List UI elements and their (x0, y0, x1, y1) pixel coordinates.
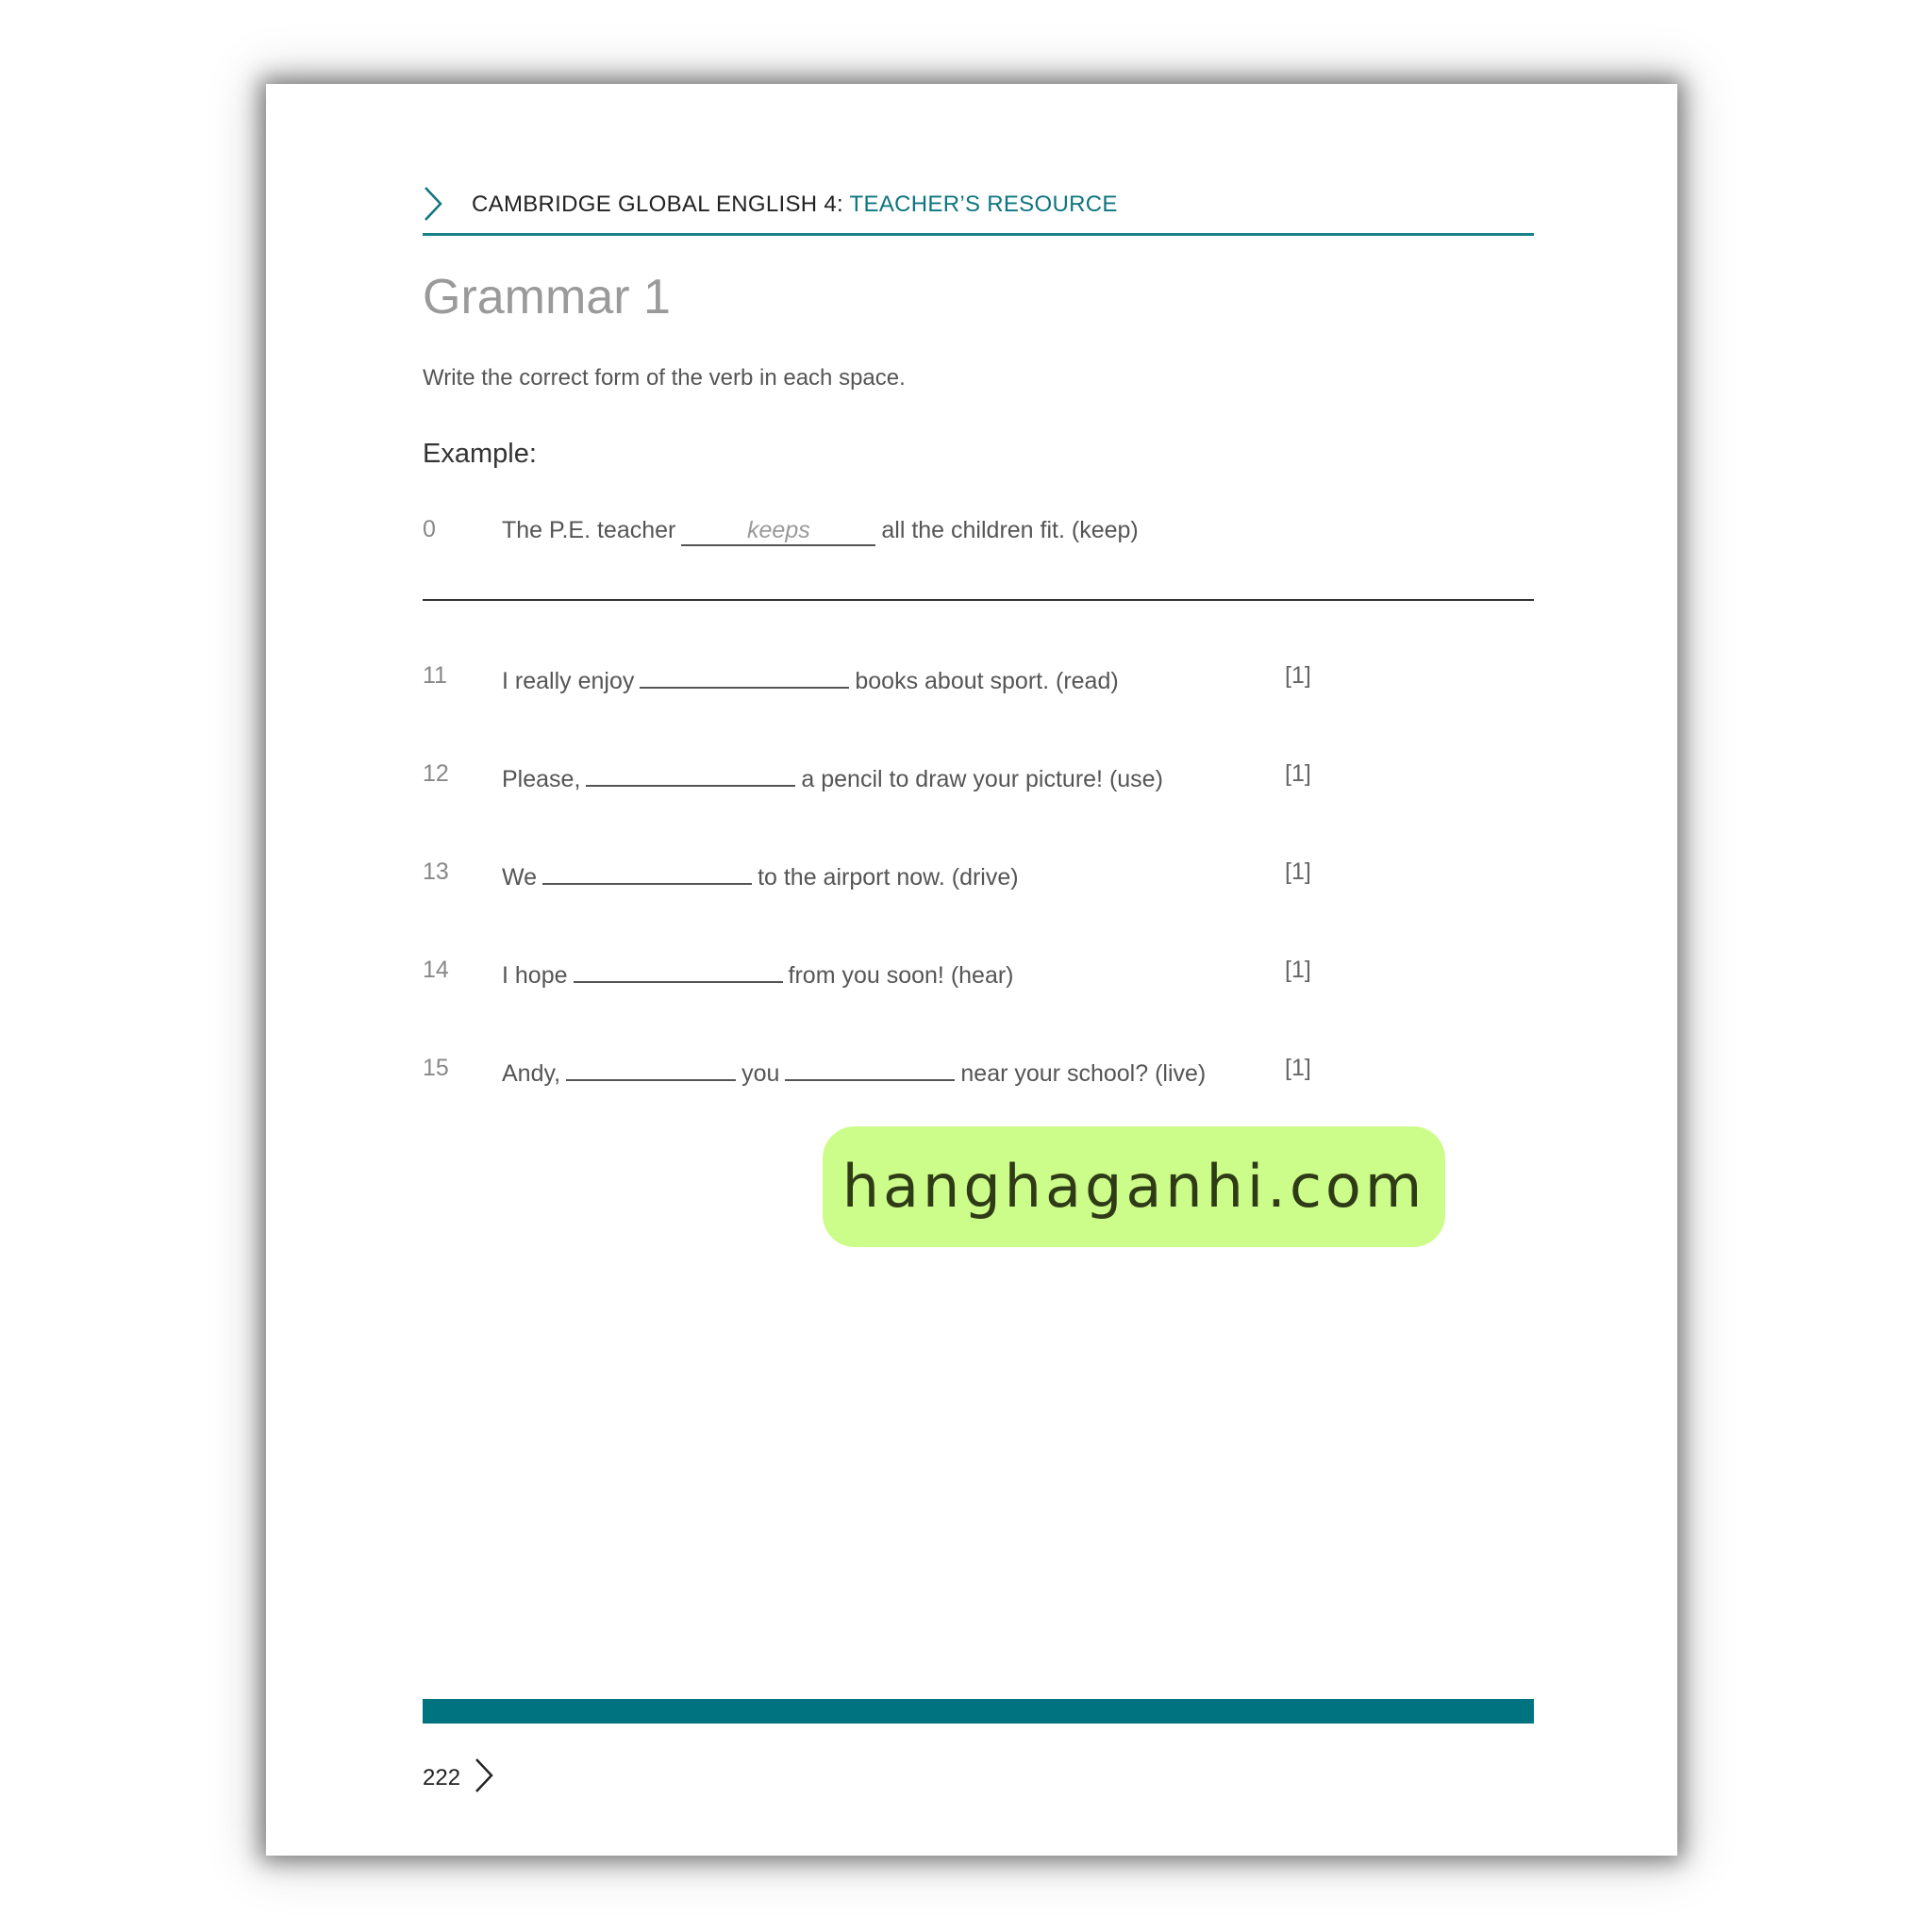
section-heading: Grammar 1 (423, 270, 671, 325)
question-number: 14 (423, 957, 449, 983)
question-row (423, 662, 1366, 696)
question-before: Andy, (502, 1060, 561, 1087)
question-number: 13 (423, 858, 449, 885)
footer-bar (423, 1699, 1534, 1724)
question-after: to the airport now. (drive) (758, 864, 1019, 891)
question-after: books about sport. (read) (855, 668, 1119, 694)
header-title-main: CAMBRIDGE GLOBAL ENGLISH 4: (472, 192, 843, 217)
example-label: Example: (423, 439, 537, 469)
watermark-text: hanghaganhi.com (841, 1152, 1426, 1221)
page-header (423, 182, 1534, 236)
question-number: 15 (423, 1055, 449, 1081)
question-row (423, 957, 1366, 991)
question-after: a pencil to draw your picture! (use) (801, 766, 1163, 792)
watermark-badge (823, 1126, 1445, 1247)
example-row (423, 516, 1366, 550)
question-before: We (502, 864, 538, 891)
question-sentence (502, 1055, 1206, 1088)
question-row (423, 760, 1366, 794)
answer-blank[interactable] (574, 957, 783, 983)
answer-blank[interactable] (542, 858, 752, 885)
question-sentence (502, 760, 1163, 793)
question-before: Please, (502, 766, 581, 792)
question-row (423, 858, 1366, 892)
divider-line (423, 599, 1534, 601)
answer-blank[interactable] (586, 760, 795, 787)
header-title-accent: TEACHER’S RESOURCE (849, 192, 1118, 217)
question-before: I hope (502, 962, 568, 989)
example-after: all the children fit. (keep) (881, 517, 1139, 543)
example-answer: keeps (681, 516, 875, 546)
question-number: 12 (423, 760, 449, 787)
example-number: 0 (423, 516, 436, 542)
question-sentence (502, 858, 1019, 891)
question-sentence (502, 662, 1119, 695)
header-title (472, 192, 1118, 218)
answer-blank[interactable] (640, 662, 849, 689)
question-mark: [1] (1285, 858, 1311, 885)
question-number: 11 (423, 662, 447, 689)
example-before: The P.E. teacher (502, 517, 676, 543)
answer-blank[interactable] (566, 1055, 736, 1081)
question-mark: [1] (1285, 957, 1311, 983)
example-sentence (502, 516, 1139, 546)
question-row (423, 1055, 1366, 1089)
page-number: 222 (423, 1765, 461, 1790)
chevron-right-icon (423, 186, 443, 222)
chevron-right-icon (474, 1757, 494, 1793)
answer-blank[interactable] (785, 1055, 955, 1081)
question-mark: [1] (1285, 662, 1311, 689)
question-mark: [1] (1285, 760, 1311, 787)
question-mark: [1] (1285, 1055, 1311, 1081)
document-page (266, 84, 1677, 1856)
question-middle: you (741, 1060, 780, 1087)
question-after: near your school? (live) (960, 1060, 1207, 1087)
instruction-text: Write the correct form of the verb in each space. (423, 365, 906, 391)
question-before: I really enjoy (502, 668, 635, 694)
question-after: from you soon! (hear) (788, 962, 1014, 989)
question-sentence (502, 957, 1014, 990)
